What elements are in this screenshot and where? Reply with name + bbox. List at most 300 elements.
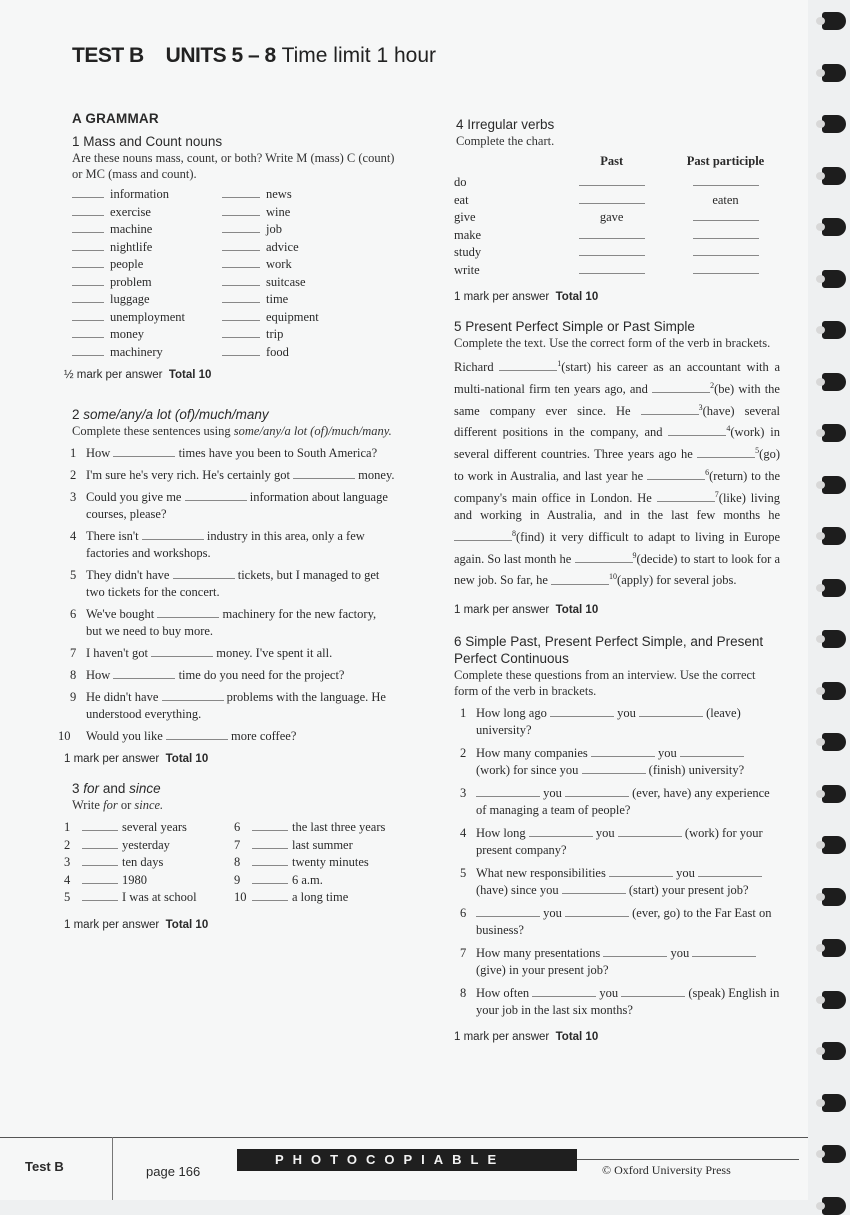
item-number: 10 <box>58 729 71 743</box>
answer-blank[interactable] <box>476 905 540 917</box>
answer-blank[interactable] <box>562 882 626 894</box>
question-text: How many companies <box>476 746 588 761</box>
answer-blank[interactable] <box>222 239 260 251</box>
spiral-ring <box>822 785 846 803</box>
ex4-chart <box>454 153 780 279</box>
sentence-end: industry in this area, only a few factories and workshops. <box>86 529 365 560</box>
sentence-item <box>60 528 395 562</box>
answer-blank[interactable] <box>647 468 705 480</box>
spiral-ring <box>822 579 846 597</box>
question-item <box>450 905 780 939</box>
answer-blank[interactable] <box>151 645 213 657</box>
ex3-mark <box>64 917 395 934</box>
spiral-ring <box>822 115 846 133</box>
answer-blank[interactable] <box>173 567 235 579</box>
noun-text: money <box>110 327 145 341</box>
verb-base: eat <box>454 192 469 207</box>
answer-blank[interactable] <box>72 274 104 286</box>
ins-text: or <box>120 798 132 812</box>
verb-pp-cell <box>671 227 780 245</box>
ex3-for: for <box>83 781 100 796</box>
answer-blank[interactable] <box>72 204 104 216</box>
total-text: Total 10 <box>165 918 209 931</box>
sentence-end: more coffee? <box>231 729 297 743</box>
time-expression <box>234 819 399 837</box>
sentence-start: How <box>86 446 111 460</box>
item-number: 4 <box>70 529 77 543</box>
item-number: 9 <box>234 872 241 887</box>
noun-text: problem <box>110 274 152 289</box>
question-item <box>450 705 780 739</box>
answer-blank[interactable] <box>565 905 629 917</box>
text-segment: (return) to the company's main office in London. He <box>454 468 781 505</box>
answer-blank[interactable] <box>693 227 759 239</box>
question-item <box>450 865 780 899</box>
footer-rule-right <box>577 1159 799 1160</box>
ex4-mark <box>454 289 780 306</box>
time-expression <box>64 889 234 907</box>
answer-blank[interactable] <box>222 344 260 356</box>
item-number: 3 <box>460 786 467 801</box>
noun-item <box>72 256 222 274</box>
left-column <box>60 110 395 934</box>
section-a-heading: A GRAMMAR <box>72 111 159 126</box>
question-text: you <box>676 866 695 881</box>
time-limit: Time limit 1 hour <box>281 44 436 67</box>
time-expression <box>64 854 234 872</box>
noun-item <box>222 221 372 239</box>
question-text: How long <box>476 826 526 841</box>
answer-blank[interactable] <box>621 985 685 997</box>
question-text: (work) for since you <box>476 763 579 778</box>
ex3-instructions <box>72 797 395 813</box>
sentence-end: machinery for the new factory, but we need to buy more. <box>86 607 377 638</box>
expression-text: 6 a.m. <box>292 872 323 887</box>
noun-text: wine <box>266 204 291 219</box>
verb-base: study <box>454 245 482 260</box>
sentence-item <box>60 445 395 462</box>
noun-text: suitcase <box>266 274 306 289</box>
footer-top-rule <box>0 1137 808 1138</box>
col-past-participle: Past participle <box>686 154 765 168</box>
question-text: (have) since you <box>476 883 559 898</box>
text-segment: (find) it very difficult to adapt to living in Europe again. So last month he <box>454 530 780 566</box>
question-text: you <box>543 906 562 921</box>
spiral-ring <box>822 1042 846 1060</box>
item-number: 1 <box>64 820 71 834</box>
expression-text: a long time <box>292 890 349 904</box>
time-expression <box>64 819 234 837</box>
sentence-end: tickets, but I managed to get two tickets for the concert. <box>86 568 380 599</box>
noun-item <box>72 221 222 239</box>
answer-blank[interactable] <box>476 785 540 797</box>
answer-blank[interactable] <box>82 889 118 901</box>
noun-text: machinery <box>110 344 163 359</box>
text-segment: (start) his career as an accountant with a multi-national firm ten years ago, and <box>454 360 780 396</box>
answer-blank[interactable] <box>252 819 288 831</box>
noun-item <box>222 186 372 204</box>
answer-blank[interactable] <box>113 445 175 457</box>
answer-blank[interactable] <box>693 262 759 274</box>
time-expression <box>64 837 234 855</box>
answer-blank[interactable] <box>72 256 104 268</box>
verb-row <box>454 244 780 262</box>
spiral-ring <box>822 270 846 288</box>
answer-blank[interactable] <box>252 889 288 901</box>
noun-text: job <box>266 222 282 236</box>
spiral-ring <box>822 12 846 30</box>
noun-text: information <box>110 187 170 201</box>
noun-item <box>222 326 372 344</box>
ex3-and: and <box>102 781 126 796</box>
expression-text: 1980 <box>122 872 147 887</box>
answer-blank[interactable] <box>113 667 175 679</box>
item-number: 8 <box>70 668 77 682</box>
answer-blank[interactable] <box>550 705 614 717</box>
answer-blank[interactable] <box>529 825 593 837</box>
answer-blank[interactable] <box>693 209 759 221</box>
sentence-item <box>60 467 395 484</box>
answer-blank[interactable] <box>82 854 118 866</box>
question-text: (leave) university? <box>476 706 741 738</box>
text-segment: (work) in several different countries. Three years ago he <box>454 425 780 462</box>
question-text: (give) in your present job? <box>476 963 609 978</box>
footer-divider <box>112 1137 113 1200</box>
answer-blank[interactable] <box>499 359 557 371</box>
item-number: 6 <box>70 607 77 621</box>
ins-italic: some/any/a lot (of)/much/many. <box>233 424 392 438</box>
answer-blank[interactable] <box>72 326 104 338</box>
answer-blank[interactable] <box>657 490 715 502</box>
answer-blank[interactable] <box>72 344 104 356</box>
noun-text: exercise <box>110 204 151 219</box>
answer-blank[interactable] <box>618 825 682 837</box>
sentence-end: money. I've spent it all. <box>216 646 333 660</box>
spiral-ring <box>822 424 846 442</box>
sentence-start: We've bought <box>86 607 155 621</box>
ex2-heading <box>72 406 395 423</box>
question-item <box>450 825 780 859</box>
sentence-item <box>60 489 395 523</box>
verb-pp-cell <box>671 209 780 227</box>
answer-blank[interactable] <box>82 837 118 849</box>
answer-blank[interactable] <box>72 309 104 321</box>
answer-blank[interactable] <box>693 244 759 256</box>
gap-number: 9 <box>632 550 637 560</box>
question-text: (work) for your present company? <box>476 826 763 858</box>
ex4-rows <box>454 174 780 279</box>
text-segment: Richard <box>454 360 500 375</box>
ex2-mark <box>64 751 395 768</box>
noun-text: machine <box>110 222 153 236</box>
answer-blank[interactable] <box>582 762 646 774</box>
item-number: 5 <box>64 890 71 904</box>
ex2-items <box>60 445 395 745</box>
expression-text: several years <box>122 820 187 834</box>
expression-text: I was at school <box>122 890 197 904</box>
answer-blank[interactable] <box>185 489 247 501</box>
ex3-list <box>64 819 395 907</box>
verb-row <box>454 174 780 192</box>
sentence-item <box>60 667 395 684</box>
verb-pp-cell <box>671 192 780 210</box>
footer <box>0 1137 808 1200</box>
ex2-number: 2 <box>72 407 80 422</box>
item-number: 4 <box>460 826 467 841</box>
ex6-items <box>450 705 780 1019</box>
noun-text: time <box>266 292 289 306</box>
answer-blank[interactable] <box>252 872 288 884</box>
item-number: 1 <box>70 446 77 460</box>
noun-text: nightlife <box>110 239 153 254</box>
sentence-end: money. <box>358 468 395 482</box>
answer-blank[interactable] <box>222 309 260 321</box>
ex4-instructions: Complete the chart. <box>456 134 555 148</box>
ex2-instructions <box>72 423 395 439</box>
item-number: 3 <box>70 490 77 504</box>
sentence-end: time do you need for the project? <box>178 668 345 682</box>
verb-past-cell <box>552 192 671 210</box>
answer-blank[interactable] <box>680 745 744 757</box>
mark-text: 1 mark per answer <box>64 753 160 765</box>
verb-past-cell <box>552 262 671 280</box>
noun-text: work <box>266 257 292 271</box>
noun-item <box>72 326 222 344</box>
question-text: you <box>617 706 636 721</box>
spiral-ring <box>822 321 846 339</box>
noun-text: food <box>266 344 289 359</box>
answer-blank[interactable] <box>72 186 104 198</box>
answer-blank[interactable] <box>82 819 118 831</box>
answer-blank[interactable] <box>222 291 260 303</box>
answer-blank[interactable] <box>692 945 756 957</box>
answer-blank[interactable] <box>72 221 104 233</box>
sentence-end: times have you been to South America? <box>178 446 378 460</box>
spiral-binding <box>808 0 850 1200</box>
ex1-word-list <box>72 186 395 361</box>
item-number: 4 <box>64 872 71 887</box>
sentence-item <box>60 645 395 662</box>
noun-text: luggage <box>110 292 150 306</box>
noun-item <box>72 291 222 309</box>
item-number: 2 <box>70 468 77 482</box>
mark-text: ½ mark per answer <box>64 369 163 381</box>
noun-text: trip <box>266 327 284 341</box>
text-segment: (have) several different positions in the company, and <box>454 403 780 440</box>
answer-blank[interactable] <box>698 865 762 877</box>
answer-blank[interactable] <box>565 785 629 797</box>
gap-number: 8 <box>512 528 516 538</box>
spiral-ring <box>822 991 846 1009</box>
spiral-ring <box>822 527 846 545</box>
question-text: (start) your present job? <box>628 883 749 898</box>
verb-pp-cell <box>671 244 780 262</box>
sentence-end: information about language courses, please? <box>86 490 388 521</box>
answer-blank[interactable] <box>579 262 645 274</box>
verb-row <box>454 227 780 245</box>
gap-number: 6 <box>705 467 710 477</box>
answer-blank[interactable] <box>82 872 118 884</box>
spiral-ring <box>822 630 846 648</box>
answer-blank[interactable] <box>579 192 645 204</box>
mark-text: 1 mark per answer <box>64 918 160 931</box>
gap-number: 7 <box>714 489 719 499</box>
answer-blank[interactable] <box>641 403 699 415</box>
noun-item <box>222 344 372 362</box>
answer-blank[interactable] <box>222 186 260 198</box>
answer-blank[interactable] <box>72 239 104 251</box>
noun-item <box>72 309 222 327</box>
ins-italic: for <box>103 798 118 812</box>
verb-past-cell <box>552 174 671 192</box>
answer-blank[interactable] <box>252 837 288 849</box>
page-title <box>72 44 436 68</box>
total-text: Total 10 <box>555 604 599 617</box>
spiral-ring <box>822 888 846 906</box>
spiral-ring <box>822 476 846 494</box>
text-segment: (like) living and working in Australia, and in the last few months he <box>454 490 780 523</box>
answer-blank[interactable] <box>157 606 219 618</box>
ex1-instructions: Are these nouns mass, count, or both? Write M (mass) C (count) or MC (mass and count). <box>72 151 395 181</box>
total-text: Total 10 <box>168 369 212 381</box>
total-text: Total 10 <box>165 753 209 765</box>
footer-test-label: Test B <box>25 1159 64 1174</box>
answer-blank[interactable] <box>639 705 703 717</box>
question-text: How often <box>476 986 530 1001</box>
question-text: (speak) English in your job in the last six months? <box>476 986 780 1018</box>
ins-text: Write <box>72 798 100 812</box>
given-form: eaten <box>712 192 739 207</box>
answer-blank[interactable] <box>697 446 755 458</box>
item-number: 10 <box>234 890 247 904</box>
answer-blank[interactable] <box>72 291 104 303</box>
gap-number: 3 <box>698 402 703 412</box>
sentence-start: I'm sure he's very rich. He's certainly got <box>86 468 290 482</box>
answer-blank[interactable] <box>454 529 512 541</box>
answer-blank[interactable] <box>222 256 260 268</box>
sentence-start: They didn't have <box>86 568 170 582</box>
item-number: 2 <box>64 837 71 852</box>
answer-blank[interactable] <box>166 728 228 740</box>
expression-text: twenty minutes <box>292 855 369 869</box>
sentence-start: How <box>86 668 111 682</box>
blank-header <box>454 153 552 174</box>
verb-base: make <box>454 227 482 242</box>
answer-blank[interactable] <box>652 381 710 393</box>
answer-blank[interactable] <box>609 865 673 877</box>
question-text: you <box>595 826 615 841</box>
noun-text: equipment <box>266 309 319 324</box>
spiral-ring <box>822 682 846 700</box>
ex6-instructions: Complete these questions from an interview. Use the correct form of the verb in brackets. <box>454 668 756 699</box>
item-number: 8 <box>234 855 241 869</box>
answer-blank[interactable] <box>222 204 260 216</box>
answer-blank[interactable] <box>579 244 645 256</box>
sentence-start: I haven't got <box>86 646 148 660</box>
answer-blank[interactable] <box>162 689 224 701</box>
item-number: 1 <box>460 706 467 721</box>
noun-text: unemployment <box>110 309 185 324</box>
item-number: 5 <box>460 866 467 881</box>
noun-item <box>222 239 372 257</box>
answer-blank[interactable] <box>252 854 288 866</box>
noun-text: people <box>110 257 144 271</box>
verb-row <box>454 192 780 210</box>
sentence-start: Would you like <box>86 729 163 743</box>
verb-past-cell <box>552 244 671 262</box>
noun-item <box>222 204 372 222</box>
verb-past-cell <box>552 227 671 245</box>
gap-number: 4 <box>726 424 731 434</box>
verb-pp-cell <box>671 262 780 280</box>
answer-blank[interactable] <box>551 573 609 585</box>
ex5-text <box>454 355 780 590</box>
ex6-heading: 6 Simple Past, Present Perfect Simple, and Present Perfect Continuous <box>454 634 764 667</box>
sentence-end: problems with the language. He understood everything. <box>86 690 386 721</box>
answer-blank[interactable] <box>579 227 645 239</box>
ex1-heading: 1 Mass and Count nouns <box>72 134 223 149</box>
noun-item <box>72 239 222 257</box>
item-number: 9 <box>70 690 77 704</box>
mark-text: 1 mark per answer <box>454 1031 550 1044</box>
ex3-heading <box>72 780 395 797</box>
ex3-number: 3 <box>72 781 80 796</box>
question-text: (finish) university? <box>648 763 745 778</box>
noun-item <box>72 344 222 362</box>
item-number: 8 <box>460 986 467 1001</box>
given-form: gave <box>599 210 624 225</box>
answer-blank[interactable] <box>693 174 759 186</box>
sentence-start: Could you give me <box>86 490 182 504</box>
gap-number: 5 <box>755 446 760 455</box>
answer-blank[interactable] <box>591 745 655 757</box>
verb-base: give <box>454 210 476 225</box>
question-text: (ever, have) any experience of managing a team of people? <box>476 786 770 818</box>
time-expression <box>234 854 399 872</box>
answer-blank[interactable] <box>575 551 633 563</box>
noun-item <box>222 274 372 292</box>
expression-text: last summer <box>292 837 353 852</box>
noun-text: advice <box>266 239 299 254</box>
answer-blank[interactable] <box>293 467 355 479</box>
ex6-mark <box>454 1029 780 1046</box>
question-item <box>450 945 780 979</box>
expression-text: yesterday <box>122 837 170 852</box>
verb-pp-cell <box>671 174 780 192</box>
answer-blank[interactable] <box>603 945 667 957</box>
answer-blank[interactable] <box>142 528 204 540</box>
gap-number: 10 <box>609 572 618 582</box>
sentence-item <box>60 689 395 723</box>
question-text: What new responsibilities <box>476 866 606 881</box>
answer-blank[interactable] <box>668 424 726 436</box>
answer-blank[interactable] <box>222 274 260 286</box>
total-text: Total 10 <box>555 291 599 303</box>
question-item <box>450 745 780 779</box>
answer-blank[interactable] <box>222 326 260 338</box>
item-number: 5 <box>70 568 77 582</box>
sentence-item <box>60 606 395 640</box>
spiral-ring <box>822 1094 846 1112</box>
spiral-ring <box>822 167 846 185</box>
answer-blank[interactable] <box>579 174 645 186</box>
text-segment: (apply) for several jobs. <box>617 573 737 588</box>
answer-blank[interactable] <box>222 221 260 233</box>
answer-blank[interactable] <box>532 985 596 997</box>
noun-item <box>222 309 372 327</box>
spiral-ring <box>822 733 846 751</box>
mark-text: 1 mark per answer <box>454 604 550 617</box>
